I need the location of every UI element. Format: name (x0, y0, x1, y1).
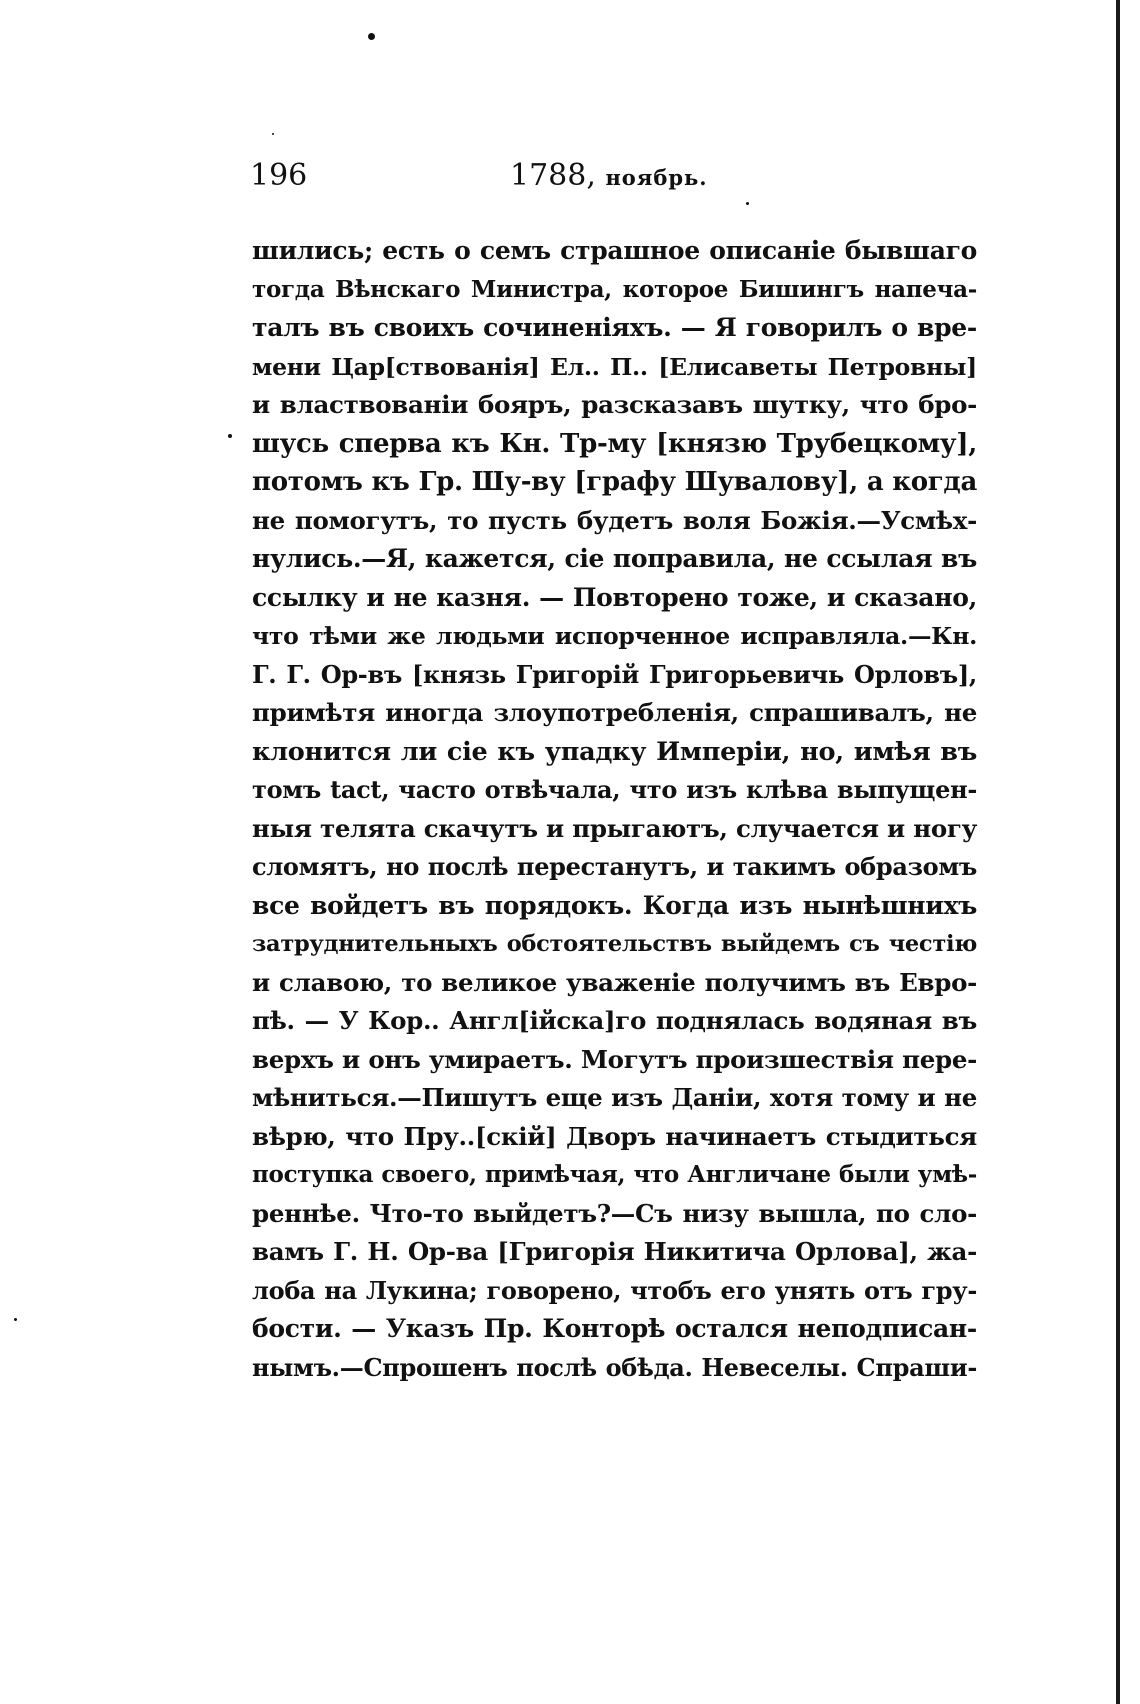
page-number: 196 (250, 158, 308, 193)
running-head (510, 158, 708, 196)
ink-speck (746, 202, 749, 205)
text-line: сломятъ, но послѣ перестанутъ, и такимъ образомъ (252, 852, 977, 881)
text-line: поступка своего, примѣчая, что Англичане были умѣ- (252, 1161, 977, 1188)
text-line: вѣрю, что Пру..[скій] Дворъ начинаетъ стыдиться (252, 1121, 977, 1151)
text-line: верхъ и онъ умираетъ. Могутъ произшествія пере- (252, 1044, 977, 1074)
page-edge-line (1116, 0, 1120, 1704)
page-header (250, 158, 980, 198)
text-line: не помогутъ, то пусть будетъ воля Божія.—Усмѣх- (252, 505, 977, 535)
running-head-month: ноябрь. (605, 165, 708, 190)
text-line: потомъ къ Гр. Шу-ву [графу Шувалову], а когда (252, 467, 977, 497)
ink-speck (368, 33, 375, 40)
text-line: и славою, то великое уваженіе получимъ въ Евро- (252, 967, 977, 997)
text-line: что тѣми же людьми испорченное исправляла.—Кн. (252, 622, 977, 650)
text-line: мени Цар[ствованія] Ел.. П.. [Елисаветы Петровны] (252, 352, 977, 381)
text-line: тогда Вѣнскаго Министра, которое Бишингъ напеча- (252, 275, 977, 303)
text-line: талъ въ своихъ сочиненіяхъ. — Я говорилъ о вре- (252, 313, 977, 342)
text-line: и властвованіи бояръ, разсказавъ шутку, что бро- (252, 390, 977, 419)
ink-speck (272, 133, 274, 135)
text-line: все войдетъ въ порядокъ. Когда изъ нынѣшнихъ (252, 890, 977, 920)
text-line: нулись.—Я, кажется, сіе поправила, не ссылая въ (252, 544, 977, 573)
text-line: шусь сперва къ Кн. Тр-му [князю Трубецкому], (252, 428, 977, 459)
ink-speck (14, 1318, 17, 1321)
body-text (252, 232, 977, 1387)
text-line: вамъ Г. Н. Ор-ва [Григорія Никитича Орлова], жа- (252, 1237, 977, 1266)
text-line: реннѣе. Что-то выйдетъ?—Съ низу вышла, по сло- (252, 1198, 977, 1228)
text-line: нымъ.—Спрошенъ послѣ обѣда. Невеселы. Спраши- (252, 1352, 977, 1382)
text-line: ныя телята скачутъ и прыгаютъ, случается и ногу (252, 813, 977, 843)
text-line: затруднительныхъ обстоятельствъ выйдемъ съ честію (252, 931, 977, 957)
text-line: примѣтя иногда злоупотребленія, спрашивалъ, не (252, 698, 977, 727)
text-line: шились; есть о семъ страшное описаніе бывшаго (252, 236, 977, 265)
text-line: бости. — Указъ Пр. Конторѣ остался неподписан- (252, 1314, 977, 1343)
text-line: томъ tact, часто отвѣчала, что изъ клѣва выпущен- (252, 775, 977, 804)
text-line: Г. Г. Ор-въ [князь Григорій Григорьевичь Орловъ], (252, 659, 977, 689)
text-line: пѣ. — У Кор.. Англ[ійска]го поднялась водяная въ (252, 1006, 977, 1035)
text-line: лоба на Лукина; говорено, чтобъ его унять отъ гру- (252, 1275, 977, 1305)
running-head-year: 1788, (510, 158, 596, 193)
text-line: мѣниться.—Пишутъ еще изъ Даніи, хотя тому и не (252, 1083, 977, 1112)
text-line: клонится ли сіе къ упадку Имперіи, но, имѣя въ (252, 736, 977, 767)
text-line: ссылку и не казня. — Повторено тоже, и сказано, (252, 582, 977, 612)
ink-speck (228, 434, 232, 438)
